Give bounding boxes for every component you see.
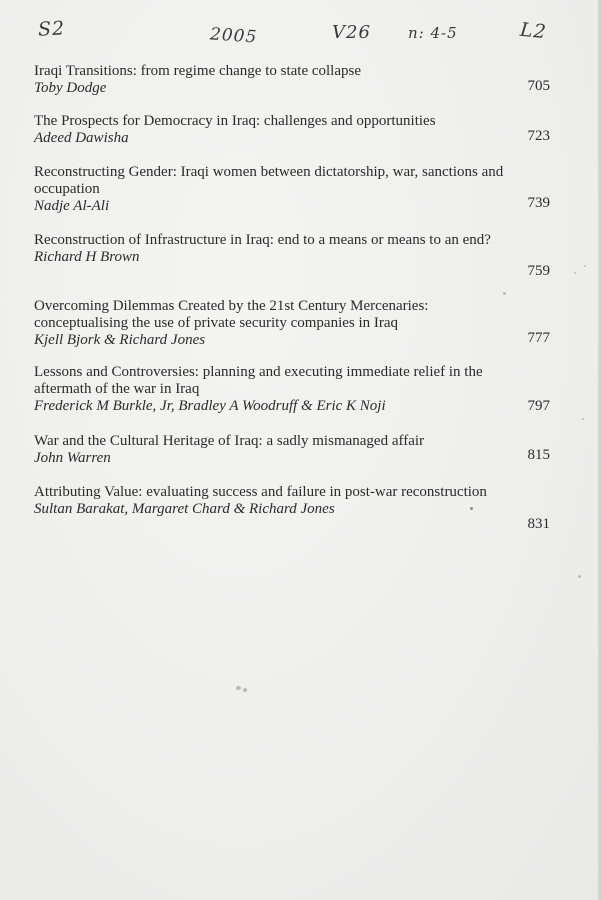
paper-speck — [584, 265, 586, 267]
article-authors: Nadje Al-Ali — [34, 198, 110, 214]
paper-speck — [578, 575, 581, 578]
paper-speck — [243, 688, 247, 692]
handwritten-note-5: L2 — [518, 18, 548, 44]
toc-entry — [34, 63, 504, 97]
article-title: Reconstructing Gender: Iraqi women between dictatorship, war, sanctions and occupation — [34, 164, 504, 197]
page-number: 739 — [527, 195, 550, 211]
page-number: 797 — [527, 398, 550, 414]
article-authors: Kjell Bjork & Richard Jones — [34, 332, 206, 348]
toc-entry — [34, 164, 504, 215]
article-authors: Richard H Brown — [34, 249, 140, 265]
article-title: Reconstruction of Infrastructure in Iraq: end to a means or means to an end? — [34, 232, 491, 248]
article-authors: Adeed Dawisha — [34, 130, 129, 146]
article-authors: Sultan Barakat, Margaret Chard & Richard Jones — [34, 501, 335, 517]
toc-entry — [34, 113, 504, 147]
toc-entry — [34, 484, 504, 518]
article-title: Lessons and Controversies: planning and executing immediate relief in the aftermath of the war in Iraq — [34, 364, 483, 397]
article-title: Overcoming Dilemmas Created by the 21st Century Mercenaries: conceptualising the use of private security companies in Iraq — [34, 298, 429, 331]
article-authors: Toby Dodge — [34, 80, 107, 96]
page-number: 831 — [527, 516, 550, 532]
page-number: 759 — [527, 263, 550, 279]
paper-speck — [582, 418, 584, 420]
handwritten-note-year: 2005 — [209, 24, 258, 48]
article-title: Iraqi Transitions: from regime change to state collapse — [34, 63, 362, 79]
page-number: 705 — [527, 78, 550, 94]
toc-entry — [34, 364, 504, 415]
page-number: 777 — [527, 330, 550, 346]
paper-speck — [574, 272, 576, 274]
handwritten-note-number: n: 4-5 — [408, 24, 458, 42]
paper-speck — [470, 507, 473, 510]
article-title: War and the Cultural Heritage of Iraq: a sadly mismanaged affair — [34, 433, 425, 449]
toc-entry — [34, 433, 504, 467]
article-authors: John Warren — [34, 450, 111, 466]
article-authors: Frederick M Burkle, Jr, Bradley A Woodruff & Eric K Noji — [34, 398, 386, 414]
paper-speck — [503, 292, 506, 295]
handwritten-note-volume: V26 — [332, 22, 371, 43]
article-title: Attributing Value: evaluating success and failure in post-war reconstruction — [34, 484, 487, 500]
toc-entry — [34, 298, 504, 349]
paper-speck — [236, 686, 241, 690]
page-number: 723 — [527, 128, 550, 144]
handwritten-note-1: S2 — [37, 17, 66, 41]
toc-entry — [34, 232, 504, 266]
page-number: 815 — [527, 447, 550, 463]
article-title: The Prospects for Democracy in Iraq: challenges and opportunities — [34, 113, 436, 129]
